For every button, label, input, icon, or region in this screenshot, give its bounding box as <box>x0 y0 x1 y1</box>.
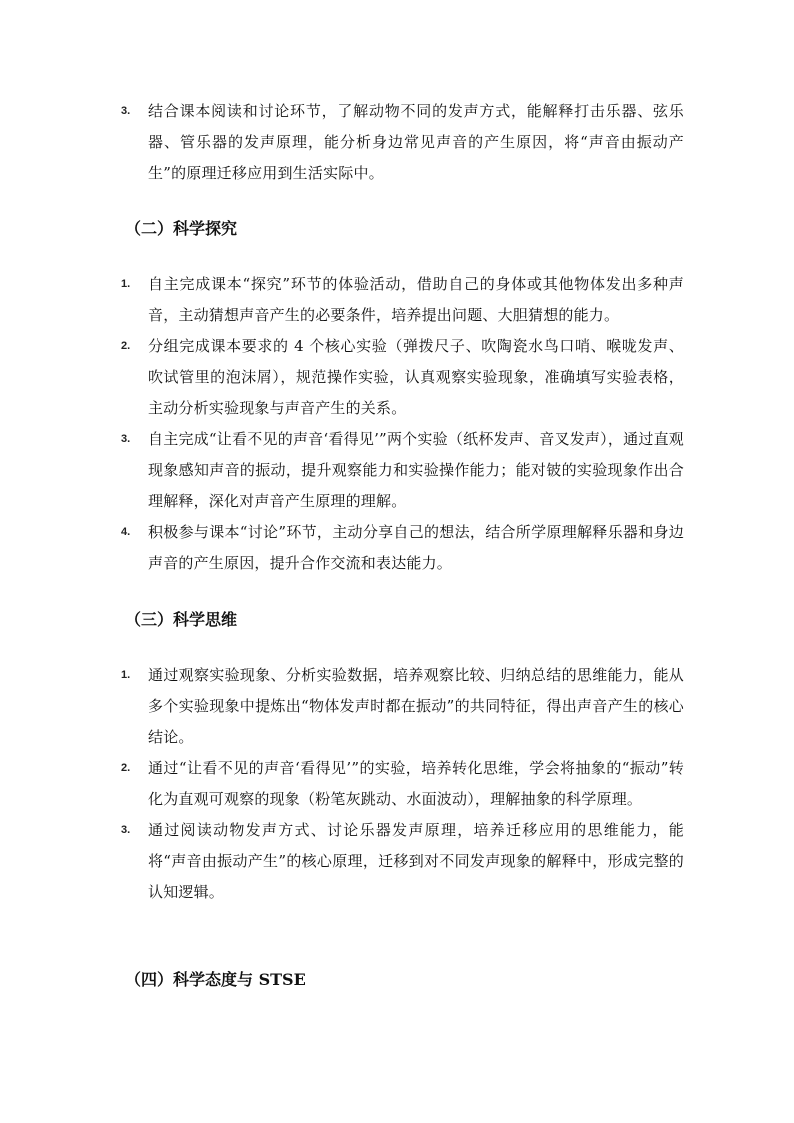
section3-list <box>0 660 794 908</box>
section-heading-science-inquiry: （二）科学探究 <box>125 219 238 238</box>
list-item <box>0 96 794 189</box>
list-item <box>0 331 794 424</box>
item-number: 4. <box>121 526 131 538</box>
item-number: 3. <box>121 824 131 836</box>
list-item <box>0 660 794 753</box>
list-item <box>0 753 794 815</box>
item-number: 1. <box>121 278 131 290</box>
item-text: 分组完成课本要求的 4 个核心实验（弹拨尺子、吹陶瓷水鸟口哨、喉咙发声、吹试管里的泡沫屑），规范操作实验，认真观察实验现象，准确填写实验表格，主动分析实验现象与声音产生的关系。 <box>148 337 684 417</box>
section-heading-science-attitude-stse: （四）科学态度与 STSE <box>125 970 306 989</box>
item-text: 自主完成“让看不见的声音‘看得见’”两个实验（纸杯发声、音叉发声），通过直观现象感知声音的振动，提升观察能力和实验操作能力；能对铍的实验现象作出合理解释，深化对声音产生原理的理解。 <box>148 430 684 510</box>
section-heading-science-thinking: （三）科学思维 <box>125 610 238 629</box>
list-item <box>0 269 794 331</box>
item-number: 2. <box>121 762 131 774</box>
item-text: 自主完成课本“探究”环节的体验活动，借助自己的身体或其他物体发出多种声音，主动猜想声音产生的必要条件，培养提出问题、大胆猜想的能力。 <box>148 275 684 324</box>
list-item <box>0 517 794 579</box>
list-item <box>0 815 794 908</box>
item-number: 1. <box>121 669 131 681</box>
item-number: 3. <box>121 105 131 117</box>
item-number: 2. <box>121 340 131 352</box>
list-item <box>0 424 794 517</box>
item-text: 通过观察实验现象、分析实验数据，培养观察比较、归纳总结的思维能力，能从多个实验现象中提炼出“物体发声时都在振动”的共同特征，得出声音产生的核心结论。 <box>148 666 684 746</box>
item-text: 积极参与课本“讨论”环节，主动分享自己的想法，结合所学原理解释乐器和身边声音的产生原因，提升合作交流和表达能力。 <box>148 523 684 572</box>
item-text: 通过“让看不见的声音‘看得见’”的实验，培养转化思维，学会将抽象的“振动”转化为直观可观察的现象（粉笔灰跳动、水面波动），理解抽象的科学原理。 <box>148 759 684 808</box>
item-number: 3. <box>121 433 131 445</box>
item-text: 结合课本阅读和讨论环节，了解动物不同的发声方式，能解释打击乐器、弦乐器、管乐器的发声原理，能分析身边常见声音的产生原因，将“声音由振动产生”的原理迁移应用到生活实际中。 <box>148 102 684 182</box>
section1-list <box>0 96 794 189</box>
item-text: 通过阅读动物发声方式、讨论乐器发声原理，培养迁移应用的思维能力，能将“声音由振动产生”的核心原理，迁移到对不同发声现象的解释中，形成完整的认知逻辑。 <box>148 821 684 901</box>
section2-list <box>0 269 794 579</box>
